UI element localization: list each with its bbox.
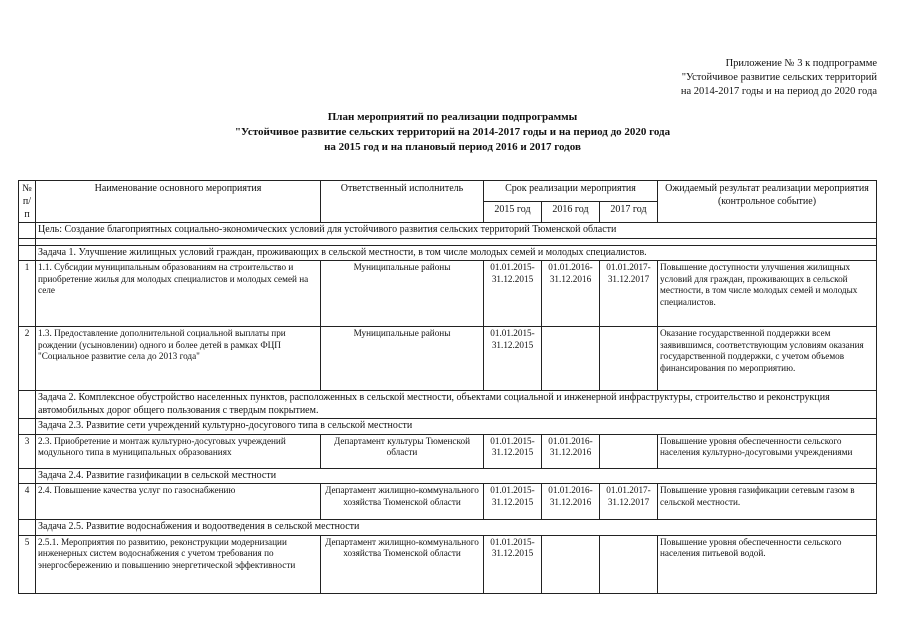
header-2015: 2015 год [484, 202, 542, 223]
header-2017: 2017 год [600, 202, 658, 223]
row-num: 2 [19, 327, 36, 391]
row-2015: 01.01.2015-31.12.2015 [484, 434, 542, 468]
row-num: 5 [19, 535, 36, 593]
row-2016 [542, 327, 600, 391]
row-2017 [600, 535, 658, 593]
header-period: Срок реализации мероприятия [484, 181, 658, 202]
row-name: 2.4. Повышение качества услуг по газоснабжению [36, 484, 321, 520]
title-line-2: "Устойчивое развитие сельских территорий на 2014-2017 годы и на период до 2020 года [234, 126, 671, 138]
row-result: Повышение уровня газификации сетевым газом в сельской местности. [658, 484, 877, 520]
table-row [19, 535, 877, 593]
row-2015: 01.01.2015-31.12.2015 [484, 535, 542, 593]
plan-table [18, 180, 877, 594]
row-num: 4 [19, 484, 36, 520]
task-2-text: Задача 2. Комплексное обустройство населенных пунктов, расположенных в сельской местности, объектами социальной и инженерной инфраструктуры, строительство и реконструкция автомобильных дорог общего пользования с твердым покрытием. [36, 391, 877, 419]
table-row [19, 261, 877, 327]
row-2016: 01.01.2016-31.12.2016 [542, 484, 600, 520]
table-row [19, 327, 877, 391]
row-2017 [600, 327, 658, 391]
row-2017: 01.01.2017-31.12.2017 [600, 484, 658, 520]
goal-text: Цель: Создание благоприятных социально-экономических условий для устойчивого развития сельских территорий Тюменской области [36, 223, 877, 239]
task-row [19, 245, 877, 261]
row-2015: 01.01.2015-31.12.2015 [484, 261, 542, 327]
document-title [0, 110, 905, 155]
row-result: Повышение уровня обеспеченности сельского населения культурно-досуговыми учреждениями [658, 434, 877, 468]
appendix-line-3: на 2014-2017 годы и на период до 2020 года [680, 86, 877, 97]
appendix-line-2: "Устойчивое развитие сельских территорий [681, 72, 877, 83]
row-2015: 01.01.2015-31.12.2015 [484, 484, 542, 520]
header-result: Ожидаемый результат реализации мероприятия (контрольное событие) [658, 181, 877, 223]
task-2-4-text: Задача 2.4. Развитие газификации в сельской местности [36, 468, 877, 484]
task-row [19, 468, 877, 484]
header-2016: 2016 год [542, 202, 600, 223]
row-name: 1.1. Субсидии муниципальным образованиям на строительство и приобретение жилья для молодых специалистов и молодых семей на селе [36, 261, 321, 327]
task-2-5-text: Задача 2.5. Развитие водоснабжения и водоотведения в сельской местности [36, 520, 877, 536]
row-name: 1.3. Предоставление дополнительной социальной выплаты при рождении (усыновлении) одного и более детей в рамках ФЦП "Социальное развитие села до 2013 года" [36, 327, 321, 391]
row-num: 3 [19, 434, 36, 468]
task-2-3-text: Задача 2.3. Развитие сети учреждений культурно-досугового типа в сельской местности [36, 419, 877, 435]
table-header-row [19, 181, 877, 202]
table-row [19, 484, 877, 520]
row-result: Оказание государственной поддержки всем заявившимся, соответствующим условиям оказания государственной поддержки, с учетом объемов финансирования по мероприятию. [658, 327, 877, 391]
goal-row [19, 223, 877, 239]
row-executor: Департамент жилищно-коммунального хозяйства Тюменской области [321, 535, 484, 593]
row-2017 [600, 434, 658, 468]
row-name: 2.5.1. Мероприятия по развитию, реконструкции модернизации инженерных систем водоснабжения с учетом требования по энергосбережению и повышению энергетической эффективности [36, 535, 321, 593]
task-row [19, 520, 877, 536]
task-row [19, 419, 877, 435]
spacer-row [19, 238, 877, 245]
row-executor: Департамент жилищно-коммунального хозяйства Тюменской области [321, 484, 484, 520]
row-result: Повышение доступности улучшения жилищных условий для граждан, проживающих в сельской местности, в том числе молодых семей и молодых специалистов. [658, 261, 877, 327]
title-line-1: План мероприятий по реализации подпрограммы [327, 111, 578, 123]
header-name: Наименование основного мероприятия [36, 181, 321, 223]
row-executor: Муниципальные районы [321, 261, 484, 327]
title-line-3: на 2015 год и на плановый период 2016 и 2017 годов [324, 141, 581, 153]
row-2016: 01.01.2016-31.12.2016 [542, 434, 600, 468]
row-2017: 01.01.2017-31.12.2017 [600, 261, 658, 327]
header-executor: Ответственный исполнитель [321, 181, 484, 223]
table-row [19, 434, 877, 468]
row-2016 [542, 535, 600, 593]
header-num: № п/п [19, 181, 36, 223]
task-row [19, 391, 877, 419]
appendix-line-1: Приложение № 3 к подпрограмме [725, 58, 877, 69]
row-num: 1 [19, 261, 36, 327]
row-result: Повышение уровня обеспеченности сельского населения питьевой водой. [658, 535, 877, 593]
row-2015: 01.01.2015-31.12.2015 [484, 327, 542, 391]
row-executor: Департамент культуры Тюменской области [321, 434, 484, 468]
task-1-text: Задача 1. Улучшение жилищных условий граждан, проживающих в сельской местности, в том числе молодых семей и молодых специалистов. [36, 245, 877, 261]
appendix-note [681, 57, 877, 99]
row-name: 2.3. Приобретение и монтаж культурно-досуговых учреждений модульного типа в муниципальных образованиях [36, 434, 321, 468]
row-executor: Муниципальные районы [321, 327, 484, 391]
row-2016: 01.01.2016-31.12.2016 [542, 261, 600, 327]
